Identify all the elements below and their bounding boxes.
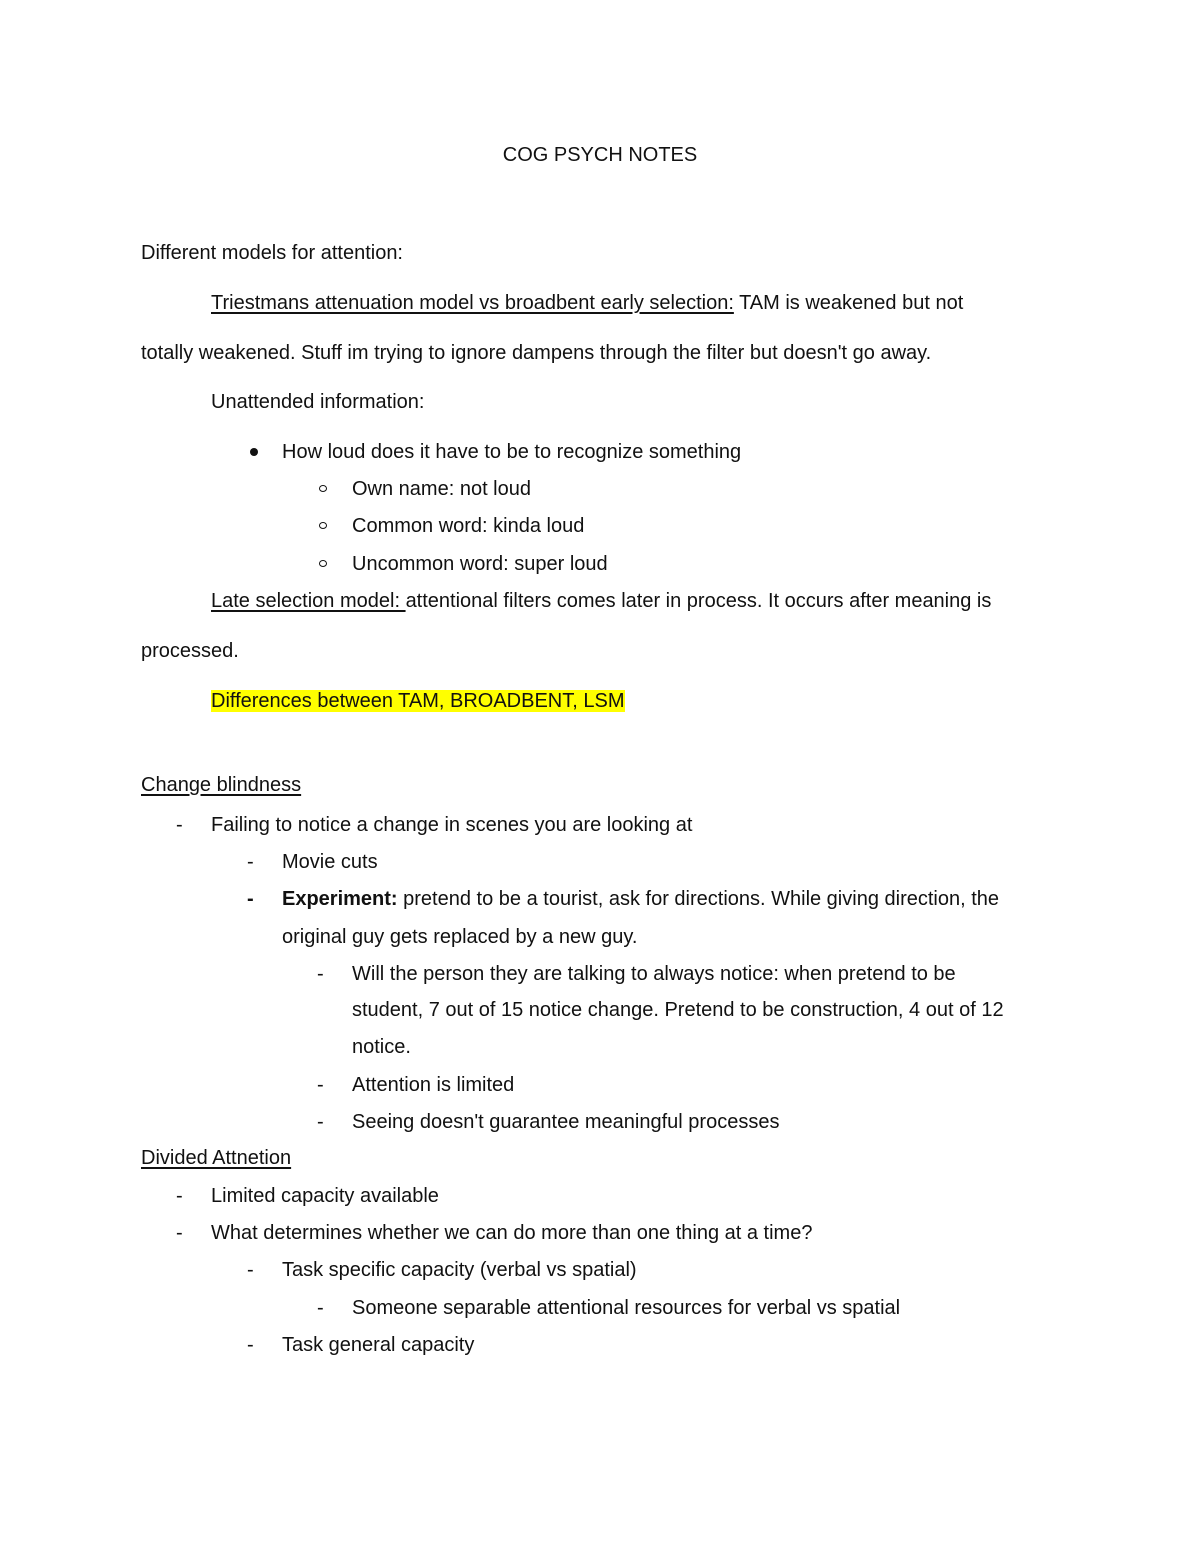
experiment-text: pretend to be a tourist, ask for directions. While giving direction, the bbox=[397, 888, 1000, 910]
dash-marker: - bbox=[317, 1111, 324, 1133]
list-item-line1: Will the person they are talking to always notice: when pretend to be bbox=[352, 963, 956, 985]
dash-marker: - bbox=[247, 1334, 254, 1356]
dash-marker: - bbox=[317, 1074, 324, 1096]
sub-bullet-item: Common word: kinda loud bbox=[352, 515, 585, 537]
sub-bullet-item: Own name: not loud bbox=[352, 478, 531, 500]
dash-marker: - bbox=[176, 1185, 183, 1207]
tam-paragraph-line2: totally weakened. Stuff im trying to ignore dampens through the filter but doesn't go away. bbox=[141, 342, 932, 364]
list-item-line2: student, 7 out of 15 notice change. Pretend to be construction, 4 out of 12 bbox=[352, 999, 1004, 1021]
dash-marker: - bbox=[247, 1259, 254, 1281]
tam-paragraph-line1 bbox=[211, 291, 963, 315]
highlight-text: Differences between TAM, BROADBENT, LSM bbox=[211, 690, 625, 712]
late-selection-description: attentional filters comes later in process. It occurs after meaning is bbox=[405, 590, 992, 612]
sub-bullet-item: Uncommon word: super loud bbox=[352, 553, 608, 575]
dash-marker: - bbox=[317, 1297, 324, 1319]
list-item: Failing to notice a change in scenes you are looking at bbox=[211, 814, 693, 836]
document-title: COG PSYCH NOTES bbox=[502, 144, 698, 166]
list-item: Seeing doesn't guarantee meaningful processes bbox=[352, 1111, 780, 1133]
late-selection-term: Late selection model: bbox=[211, 590, 406, 612]
section-heading-divided-attention: Divided Attnetion bbox=[141, 1147, 292, 1169]
dash-marker: - bbox=[247, 888, 254, 910]
bullet-circle-icon bbox=[319, 485, 327, 492]
list-item: Someone separable attentional resources for verbal vs spatial bbox=[352, 1297, 901, 1319]
experiment-label: Experiment: bbox=[282, 888, 398, 910]
experiment-line1 bbox=[282, 887, 999, 911]
list-item: Attention is limited bbox=[352, 1074, 515, 1096]
bullet-circle-icon bbox=[319, 560, 327, 567]
intro-line: Different models for attention: bbox=[141, 242, 403, 264]
dash-marker: - bbox=[176, 814, 183, 836]
dash-marker: - bbox=[317, 963, 324, 985]
bullet-dot-icon bbox=[250, 448, 258, 456]
dash-marker: - bbox=[247, 851, 254, 873]
late-selection-line1 bbox=[211, 589, 991, 613]
bullet-item: How loud does it have to be to recognize something bbox=[282, 441, 742, 463]
list-item: Task general capacity bbox=[282, 1334, 475, 1356]
tam-term: Triestmans attenuation model vs broadbent early selection: bbox=[211, 292, 734, 314]
list-item: Task specific capacity (verbal vs spatial) bbox=[282, 1259, 637, 1281]
list-item: Limited capacity available bbox=[211, 1185, 439, 1207]
list-item: What determines whether we can do more than one thing at a time? bbox=[211, 1222, 813, 1244]
bullet-circle-icon bbox=[319, 522, 327, 529]
unattended-label: Unattended information: bbox=[211, 391, 425, 413]
dash-marker: - bbox=[176, 1222, 183, 1244]
experiment-line2: original guy gets replaced by a new guy. bbox=[282, 926, 638, 948]
tam-description: TAM is weakened but not bbox=[733, 292, 964, 314]
late-selection-line2: processed. bbox=[141, 640, 239, 662]
section-heading-change-blindness: Change blindness bbox=[141, 774, 302, 796]
list-item: Movie cuts bbox=[282, 851, 378, 873]
list-item-line3: notice. bbox=[352, 1036, 411, 1058]
highlighted-note bbox=[211, 689, 625, 713]
